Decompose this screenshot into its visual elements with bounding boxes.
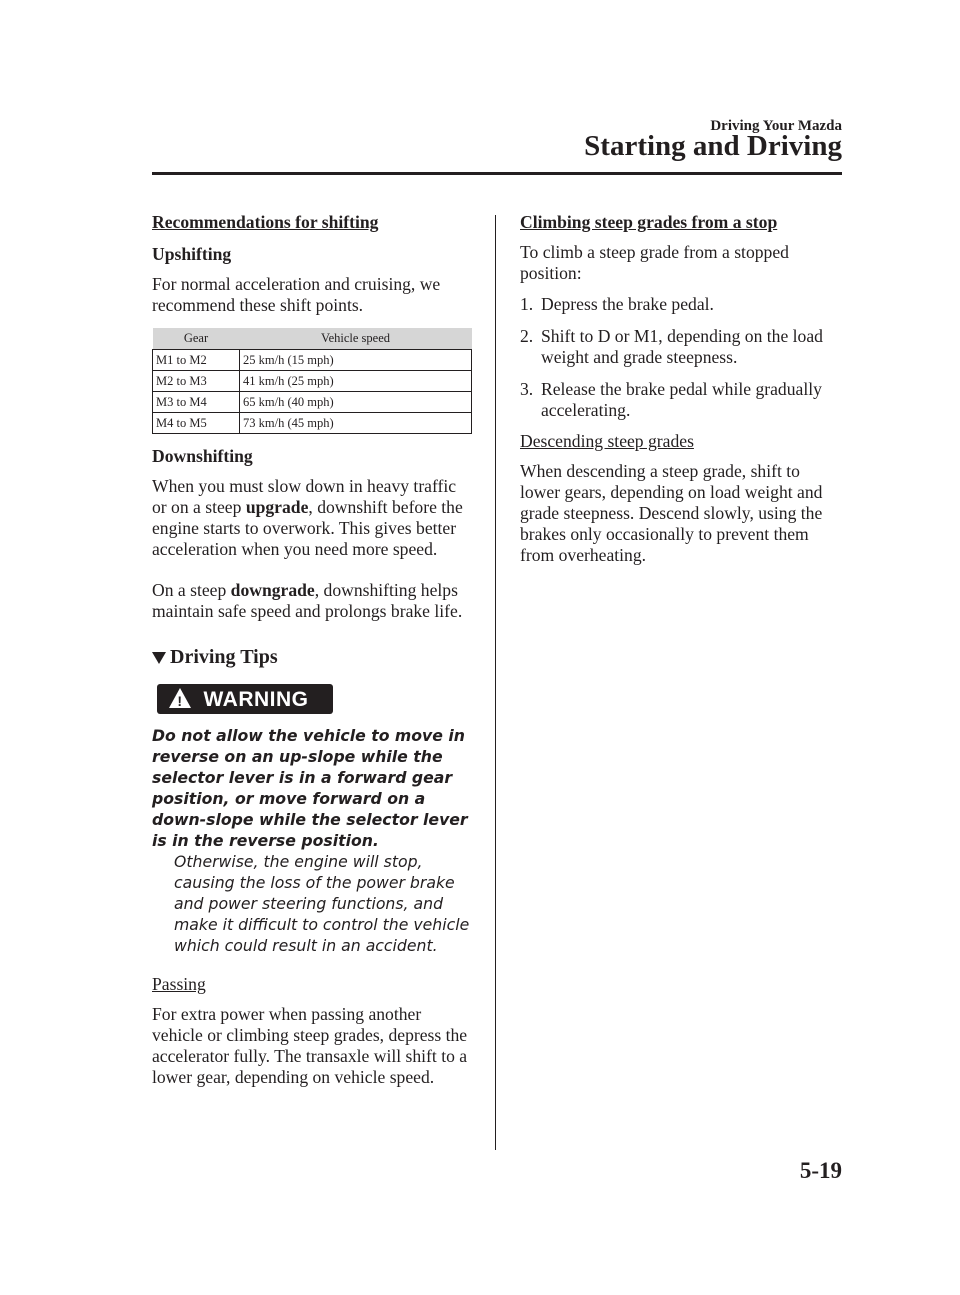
table-cell-speed: 65 km/h (40 mph) bbox=[240, 392, 472, 413]
page-number: 5-19 bbox=[799, 1158, 842, 1183]
warning-badge bbox=[157, 684, 333, 714]
table-cell-speed: 25 km/h (15 mph) bbox=[240, 350, 472, 371]
right-column bbox=[520, 212, 842, 566]
table-row bbox=[153, 392, 472, 413]
table-cell-speed: 41 km/h (25 mph) bbox=[240, 371, 472, 392]
term-downgrade: downgrade bbox=[230, 580, 315, 600]
upshifting-heading: Upshifting bbox=[152, 244, 232, 264]
header-title: Starting and Driving bbox=[584, 130, 842, 162]
step-text: Shift to D or M1, depending on the load weight and grade steepness. bbox=[541, 326, 823, 367]
climbing-steps bbox=[520, 294, 842, 421]
list-item bbox=[520, 294, 842, 315]
climbing-heading: Climbing steep grades from a stop bbox=[520, 212, 778, 232]
step-number: 2. bbox=[520, 326, 534, 346]
column-divider bbox=[495, 215, 496, 1150]
table-cell-gear: M1 to M2 bbox=[153, 350, 240, 371]
step-text: Release the brake pedal while gradually accelerating. bbox=[541, 379, 822, 420]
descending-heading: Descending steep grades bbox=[520, 431, 694, 451]
text-run: , downshifting helps maintain safe speed and prolongs brake life. bbox=[152, 580, 463, 621]
text-run: On a steep bbox=[152, 580, 231, 600]
header-rule bbox=[152, 172, 842, 175]
downshifting-paragraph-2 bbox=[152, 580, 474, 622]
passing-heading: Passing bbox=[152, 974, 206, 994]
climbing-intro: To climb a steep grade from a stopped position: bbox=[520, 242, 789, 283]
list-item bbox=[520, 379, 842, 421]
recommendations-heading: Recommendations for shifting bbox=[152, 212, 379, 232]
warning-label: WARNING bbox=[203, 687, 309, 711]
step-number: 3. bbox=[520, 379, 534, 399]
upshifting-text: For normal acceleration and cruising, we recommend these shift points. bbox=[152, 274, 441, 315]
table-cell-gear: M2 to M3 bbox=[153, 371, 240, 392]
shift-points-table bbox=[152, 328, 472, 434]
table-cell-gear: M3 to M4 bbox=[153, 392, 240, 413]
text-run: , downshift before the engine starts to overwork. This gives better acceleration when you need more speed. bbox=[152, 497, 463, 559]
downshifting-paragraph-1 bbox=[152, 476, 474, 560]
descending-text: When descending a steep grade, shift to lower gears, depending on load weight and grade steepness. Descend slowly, using the brakes only occasionally to prevent them from overheating. bbox=[520, 461, 823, 565]
table-cell-speed: 73 km/h (45 mph) bbox=[240, 413, 472, 434]
term-upgrade: upgrade bbox=[245, 497, 309, 517]
table-header-row bbox=[153, 328, 472, 350]
text-run: When you must slow down in heavy traffic or on a steep bbox=[152, 476, 457, 517]
header-section-label: Driving Your Mazda bbox=[710, 118, 842, 134]
table-row bbox=[153, 413, 472, 434]
table-row bbox=[153, 350, 472, 371]
table-cell-gear: M4 to M5 bbox=[153, 413, 240, 434]
left-column bbox=[152, 212, 474, 1088]
warning-detail: Otherwise, the engine will stop, causing the loss of the power brake and power steering functions, and make it difficult to control the vehicle which could result in an accident. bbox=[174, 852, 470, 955]
exclamation-icon: ! bbox=[177, 693, 183, 709]
table-row bbox=[153, 371, 472, 392]
table-header-speed: Vehicle speed bbox=[240, 328, 472, 350]
step-number: 1. bbox=[520, 294, 534, 314]
step-text: Depress the brake pedal. bbox=[541, 294, 714, 314]
driving-tips-label: Driving Tips bbox=[170, 646, 278, 668]
list-item bbox=[520, 326, 842, 368]
passing-text: For extra power when passing another vehicle or climbing steep grades, depress the accelerator fully. The transaxle will shift to a lower gear, depending on vehicle speed. bbox=[152, 1004, 468, 1087]
table-header-gear: Gear bbox=[153, 328, 240, 350]
driving-tips-heading bbox=[152, 647, 474, 668]
downshifting-heading: Downshifting bbox=[152, 446, 253, 466]
warning-text: Do not allow the vehicle to move in reverse on an up-slope while the selector lever is in a forward gear position, or move forward on a down-slope while the selector lever is in the reverse position. bbox=[152, 726, 468, 850]
triangle-down-icon bbox=[152, 652, 166, 664]
